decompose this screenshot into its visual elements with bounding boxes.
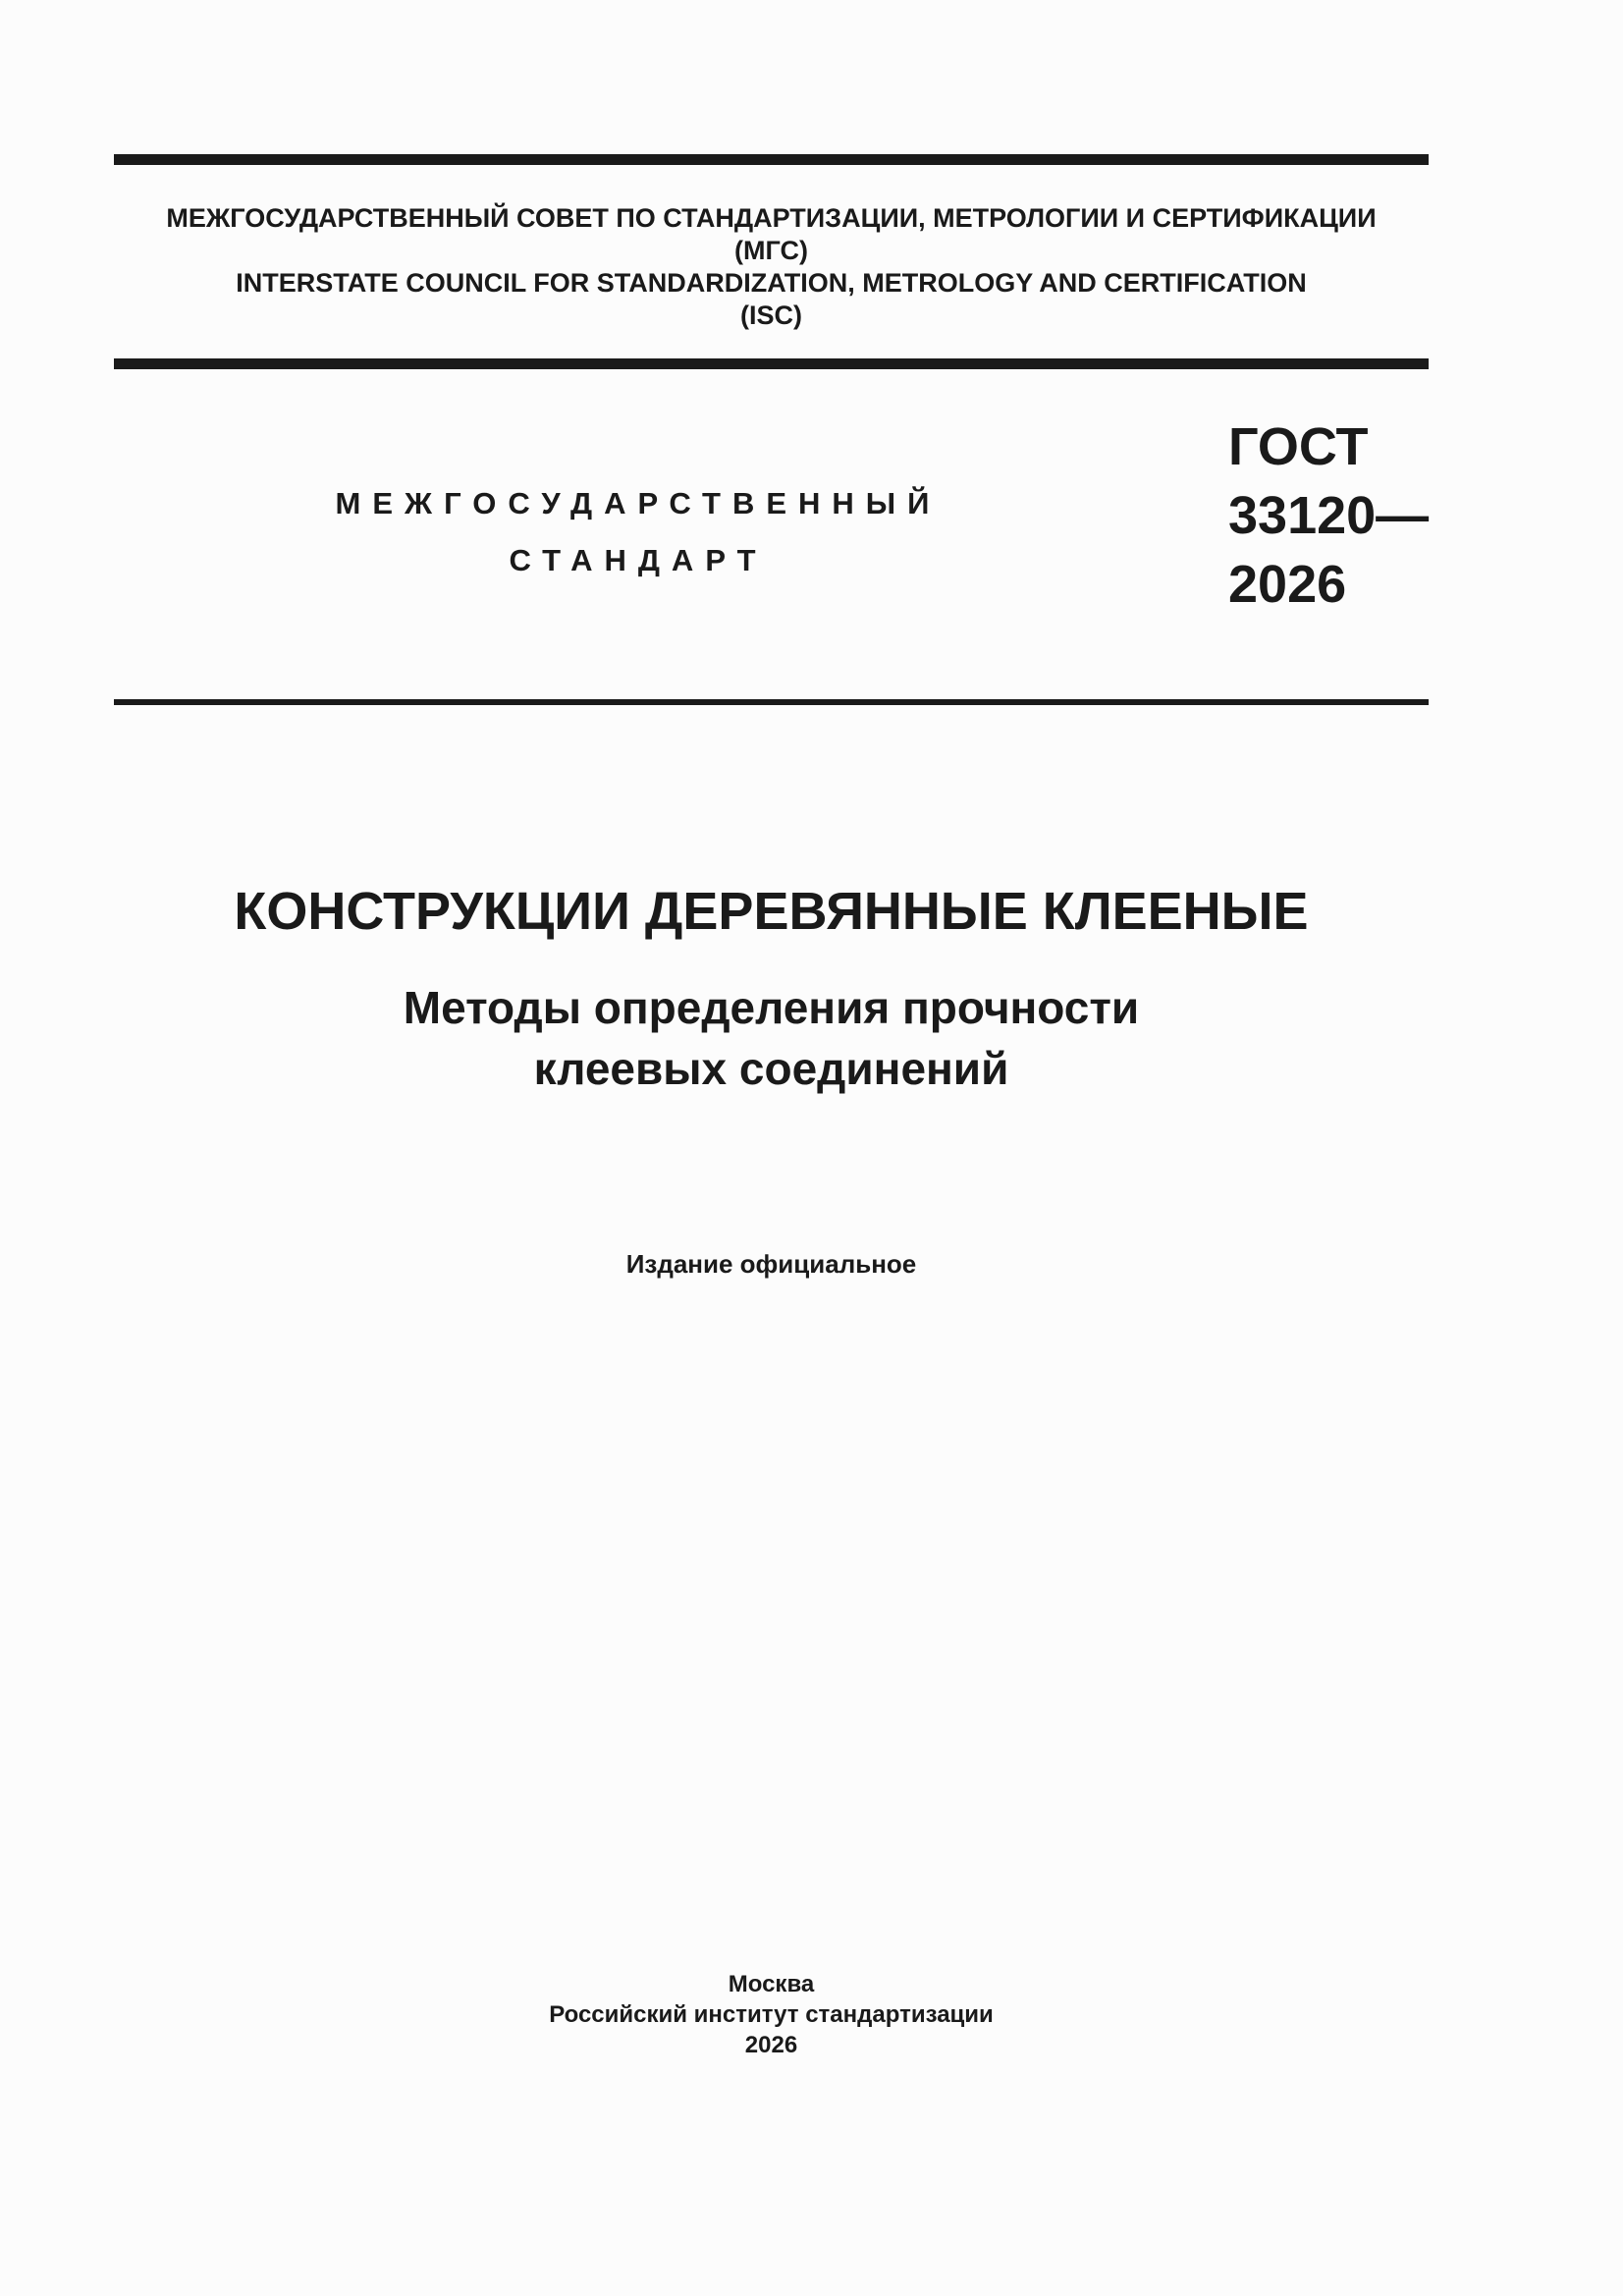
- bottom-rule: [114, 699, 1429, 705]
- council-abbr-en: (ISC): [740, 301, 802, 330]
- document-title: КОНСТРУКЦИИ ДЕРЕВЯННЫЕ КЛЕЕНЫЕ: [234, 882, 1309, 941]
- subtitle-line1: Методы определения прочности: [403, 982, 1140, 1033]
- middle-rule: [114, 358, 1429, 369]
- council-name-ru: МЕЖГОСУДАРСТВЕННЫЙ СОВЕТ ПО СТАНДАРТИЗАЦИИ, МЕТРОЛОГИИ И СЕРТИФИКАЦИИ: [166, 203, 1377, 233]
- council-name-en: INTERSTATE COUNCIL FOR STANDARDIZATION, METROLOGY AND CERTIFICATION: [236, 268, 1307, 298]
- imprint-year: 2026: [744, 2032, 798, 2058]
- standard-type-line1: МЕЖГОСУДАРСТВЕННЫЙ: [335, 486, 942, 520]
- council-header: [114, 202, 1429, 332]
- standard-type-line2: СТАНДАРТ: [509, 543, 768, 577]
- standard-type: [295, 475, 982, 589]
- gost-designation: [1228, 412, 1429, 619]
- top-rule: [114, 154, 1429, 165]
- imprint-city: Москва: [728, 1971, 815, 1997]
- subtitle-line2: клеевых соединений: [533, 1043, 1009, 1094]
- imprint: [114, 1969, 1429, 2060]
- gost-prefix: ГОСТ: [1228, 417, 1369, 476]
- imprint-publisher: Российский институт стандартизации: [549, 2001, 994, 2028]
- gost-year: 2026: [1228, 555, 1347, 614]
- edition-label: Издание официальное: [625, 1249, 917, 1279]
- gost-number: 33120—: [1228, 486, 1430, 545]
- document-subtitle: [114, 977, 1429, 1099]
- council-abbr-ru: (МГС): [734, 236, 808, 265]
